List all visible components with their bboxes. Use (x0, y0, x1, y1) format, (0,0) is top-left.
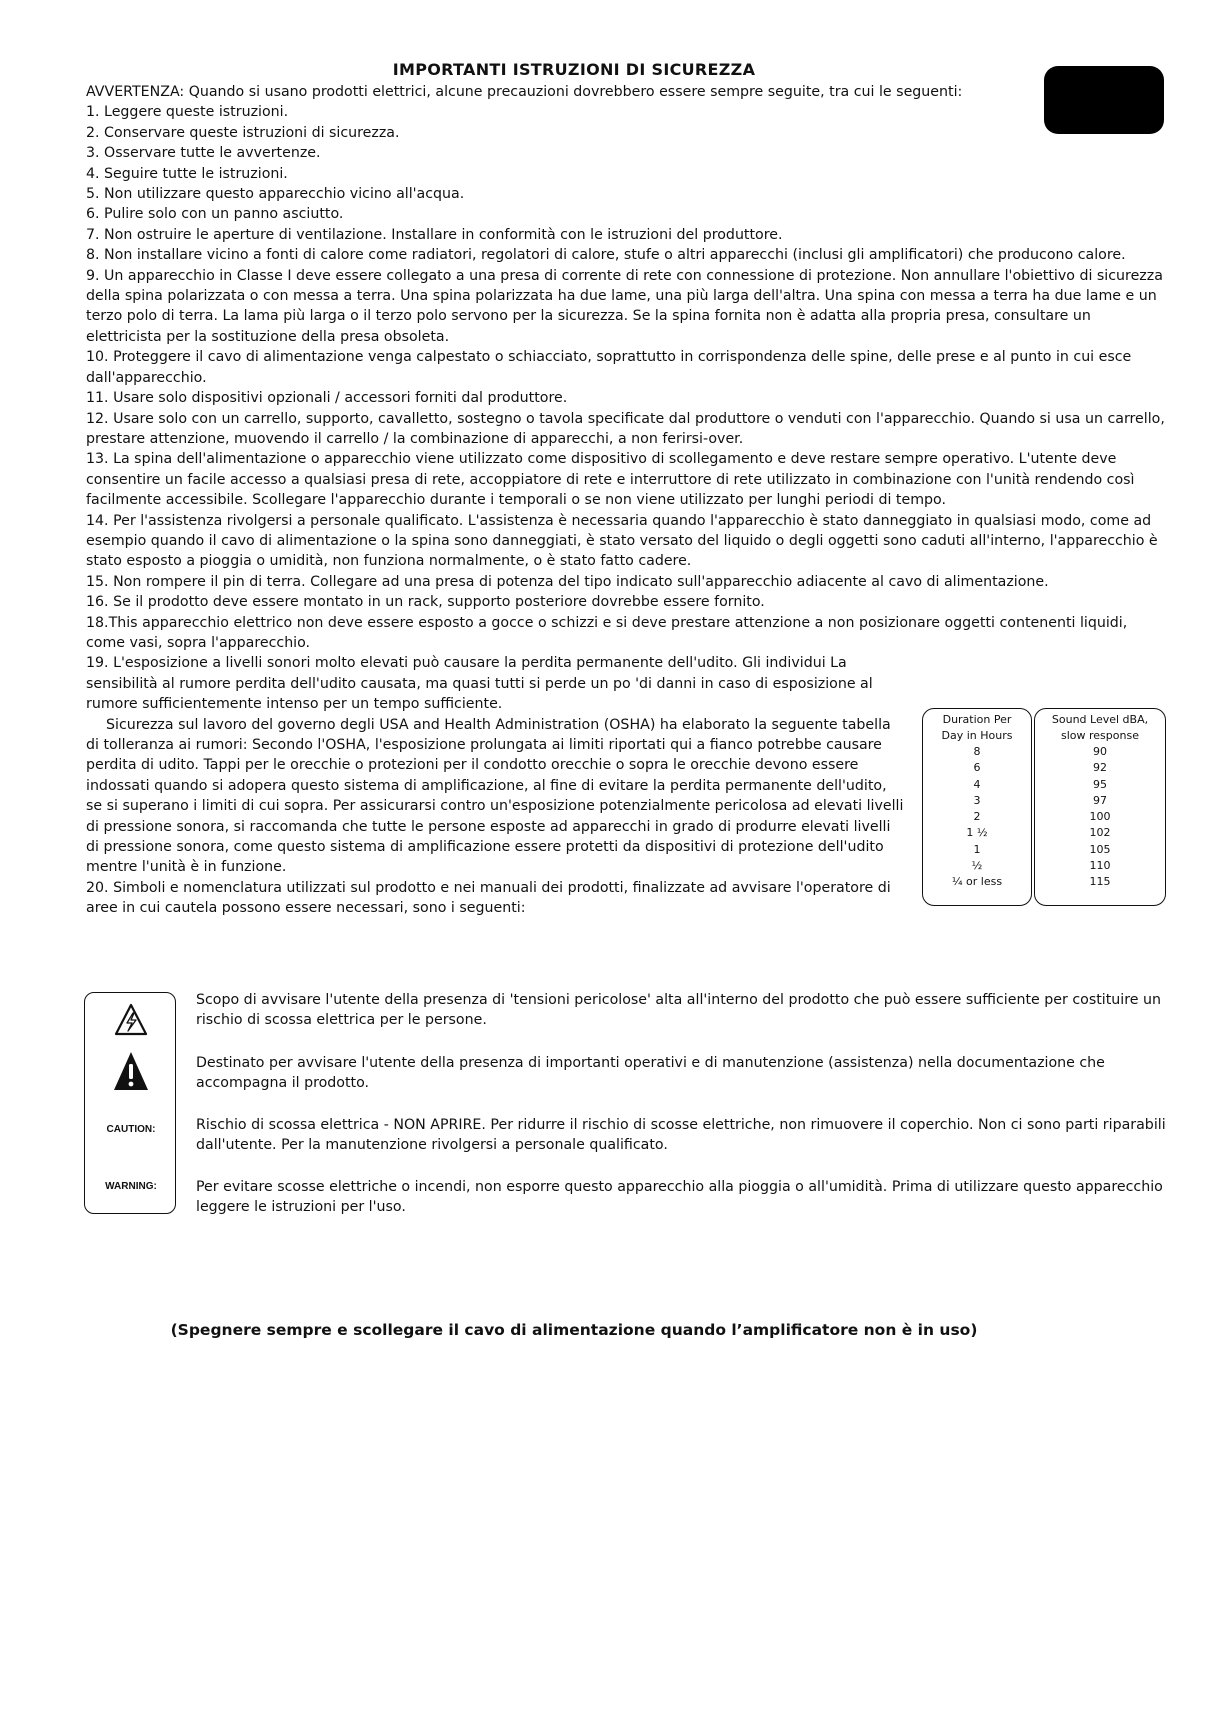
instruction-item: 16. Se il prodotto deve essere montato in un rack, supporto posteriore dovrebbe essere fornito. (86, 594, 765, 611)
instruction-item: 7. Non ostruire le aperture di ventilazione. Installare in conformità con le istruzioni del produttore. (86, 226, 783, 243)
duration-header: Duration Per Day in Hours (941, 713, 1013, 742)
sound-level-column (1034, 708, 1166, 906)
duration-cell: ½ (971, 859, 983, 873)
duration-cell: 4 (973, 777, 981, 791)
instruction-item-20: 20. Simboli e nomenclatura utilizzati sul prodotto e nei manuali dei prodotti, finalizzate ad avvisare l'operatore di aree in cui cautela possono essere necessari, sono i seguenti: (86, 879, 891, 917)
sound-level-cell: 100 (1089, 810, 1111, 824)
exclamation-triangle-icon (85, 1051, 177, 1095)
instruction-item: 1. Leggere queste istruzioni. (86, 104, 289, 121)
sound-level-cell: 102 (1089, 826, 1111, 840)
footer-note: (Spegnere sempre e scollegare il cavo di alimentazione quando l’amplificatore non è in uso) (170, 1321, 978, 1339)
duration-cell: 1 ½ (966, 826, 988, 840)
sound-level-cell: 97 (1093, 793, 1107, 807)
duration-cell: 1 (973, 842, 981, 856)
instruction-item: 5. Non utilizzare questo apparecchio vicino all'acqua. (86, 186, 465, 203)
sound-level-header: Sound Level dBA, slow response (1051, 713, 1149, 742)
safety-symbols-box (84, 992, 176, 1214)
page-title: IMPORTANTI ISTRUZIONI DI SICUREZZA (392, 60, 756, 79)
sound-level-cell: 115 (1089, 875, 1111, 889)
sound-level-cell: 110 (1089, 859, 1111, 873)
instruction-item: 2. Conservare queste istruzioni di sicurezza. (86, 124, 400, 141)
duration-cell: ¼ or less (951, 875, 1003, 889)
sound-level-cell: 95 (1093, 777, 1107, 791)
instruction-item: 3. Osservare tutte le avvertenze. (86, 145, 321, 162)
instruction-item: 13. La spina dell'alimentazione o apparecchio viene utilizzato come dispositivo di scollegamento e deve restare sempre operativo. L'utente deve consentire un facile accesso a qualsiasi presa di rete, accoppiatore di rete e interruttore di rete utilizzato in combinazione con l'unità rendendo così facilmente accessibile. Scollegare l'apparecchio durante i temporali o se non viene utilizzato per lunghi periodi di tempo. (86, 451, 1135, 509)
caution-description: Rischio di scossa elettrica - NON APRIRE. Per ridurre il rischio di scosse elettriche, non rimuovere il coperchio. Non ci sono parti riparabili dall'utente. Per la manutenzione rivolgersi a personale qualificato. (196, 1117, 1166, 1154)
duration-cell: 6 (973, 761, 981, 775)
instruction-item: 8. Non installare vicino a fonti di calore come radiatori, regolatori di calore, stufe o altri apparecchi (inclusi gli amplificatori) che producono calore. (86, 247, 1126, 264)
warning-intro: AVVERTENZA: Quando si usano prodotti elettrici, alcune precauzioni dovrebbero essere sempre seguite, tra cui le seguenti: (86, 84, 963, 100)
osha-noise-table (922, 708, 1166, 908)
instruction-item: 10. Proteggere il cavo di alimentazione venga calpestato o schiacciato, soprattutto in corrispondenza delle spine, delle prese e al punto in cui esce dall'apparecchio. (86, 349, 1132, 386)
duration-cell: 3 (973, 793, 981, 807)
warning-description: Per evitare scosse elettriche o incendi, non esporre questo apparecchio alla pioggia o all'umidità. Prima di utilizzare questo apparecchio leggere le istruzioni per l'uso. (196, 1179, 1163, 1216)
caution-label: CAUTION: (106, 1124, 156, 1135)
instruction-item: 12. Usare solo con un carrello, supporto, cavalletto, sostegno o tavola specificate dal produttore o venduti con l'apparecchio. Quando si usa un carrello, prestare attenzione, muovendo il carrello / la combinazione di apparecchi, a non ferirsi-over. (86, 410, 1165, 447)
instruction-item: 4. Seguire tutte le istruzioni. (86, 165, 288, 182)
instruction-item: 6. Pulire solo con un panno asciutto. (86, 206, 344, 223)
duration-cell: 8 (973, 745, 981, 758)
instruction-item: 15. Non rompere il pin di terra. Collegare ad una presa di potenza del tipo indicato sull'apparecchio adiacente al cavo di alimentazione. (86, 573, 1049, 590)
instruction-item-19: 19. L'esposizione a livelli sonori molto elevati può causare la perdita permanente dell'udito. Gli individui La sensibilità al rumore perdita dell'udito causata, ma quasi tutti si perde un po 'di danni in caso di esposizione al rumore sufficientemente intenso per un tempo sufficiente. (86, 655, 873, 713)
sound-level-cell: 92 (1093, 761, 1107, 775)
warning-label: WARNING: (105, 1181, 157, 1192)
duration-cell: 2 (973, 810, 981, 824)
duration-column (922, 708, 1032, 906)
instruction-item: 14. Per l'assistenza rivolgersi a personale qualificato. L'assistenza è necessaria quando l'apparecchio è stato danneggiato in qualsiasi modo, come ad esempio quando il cavo di alimentazione o la spina sono danneggiati, è stato versato del liquido o degli oggetti sono caduti all'interno, l'apparecchio è stato esposto a pioggia o umidità, non funziona normalmente, o è stato fatto cadere. (86, 512, 1158, 570)
osha-paragraph: Sicurezza sul lavoro del governo degli USA and Health Administration (OSHA) ha elaborato la seguente tabella di tolleranza ai rumori: Secondo l'OSHA, l'esposizione prolungata ai limiti riportati qui a fianco potrebbe causare perdita di udito. Tappi per le orecchie o protezioni per il condotto orecchie o sopra le orecchie devono essere indossati quando si adopera questo sistema di amplificazione, al fine di evitare la perdita permanente dell'udito, se si superano i limiti di cui sopra. Per assicurarsi contro un'esposizione potenzialmente pericolosa ad elevati livelli di pressione sonora, si raccomanda che tutte le persone esposte ad apparecchi in grado di produrre elevati livelli di pressione sonora, come questo sistema di amplificazione essere protetti da dispositivi di protezione dell'udito mentre l'unità è in funzione. (86, 716, 904, 876)
sound-level-cell: 90 (1093, 745, 1107, 758)
lightning-triangle-icon (85, 1003, 177, 1041)
sound-level-cell: 105 (1089, 842, 1111, 856)
lightning-description: Scopo di avvisare l'utente della presenza di 'tensioni pericolose' alta all'interno del prodotto che può essere sufficiente per costituire un rischio di scossa elettrica per le persone. (196, 992, 1161, 1029)
instruction-item: 11. Usare solo dispositivi opzionali / accessori forniti dal produttore. (86, 390, 568, 407)
instruction-item: 9. Un apparecchio in Classe I deve essere collegato a una presa di corrente di rete con connessione di protezione. Non annullare l'obiettivo di sicurezza della spina polarizzata o con messa a terra. Una spina polarizzata ha due lame, una più larga dell'altra. Una spina con messa a terra ha due lame e un terzo polo di terra. La lama più larga o il terzo polo servono per la sicurezza. Se la spina fornita non è adatta alla propria presa, consultare un elettricista per la sostituzione della presa obsoleta. (86, 267, 1163, 345)
exclamation-description: Destinato per avvisare l'utente della presenza di importanti operativi e di manutenzione (assistenza) nella documentazione che accompagna il prodotto. (196, 1055, 1105, 1092)
instruction-item: 18.This apparecchio elettrico non deve essere esposto a gocce o schizzi e si deve prestare attenzione a non posizionare oggetti contenenti liquidi, come vasi, sopra l'apparecchio. (86, 614, 1128, 651)
